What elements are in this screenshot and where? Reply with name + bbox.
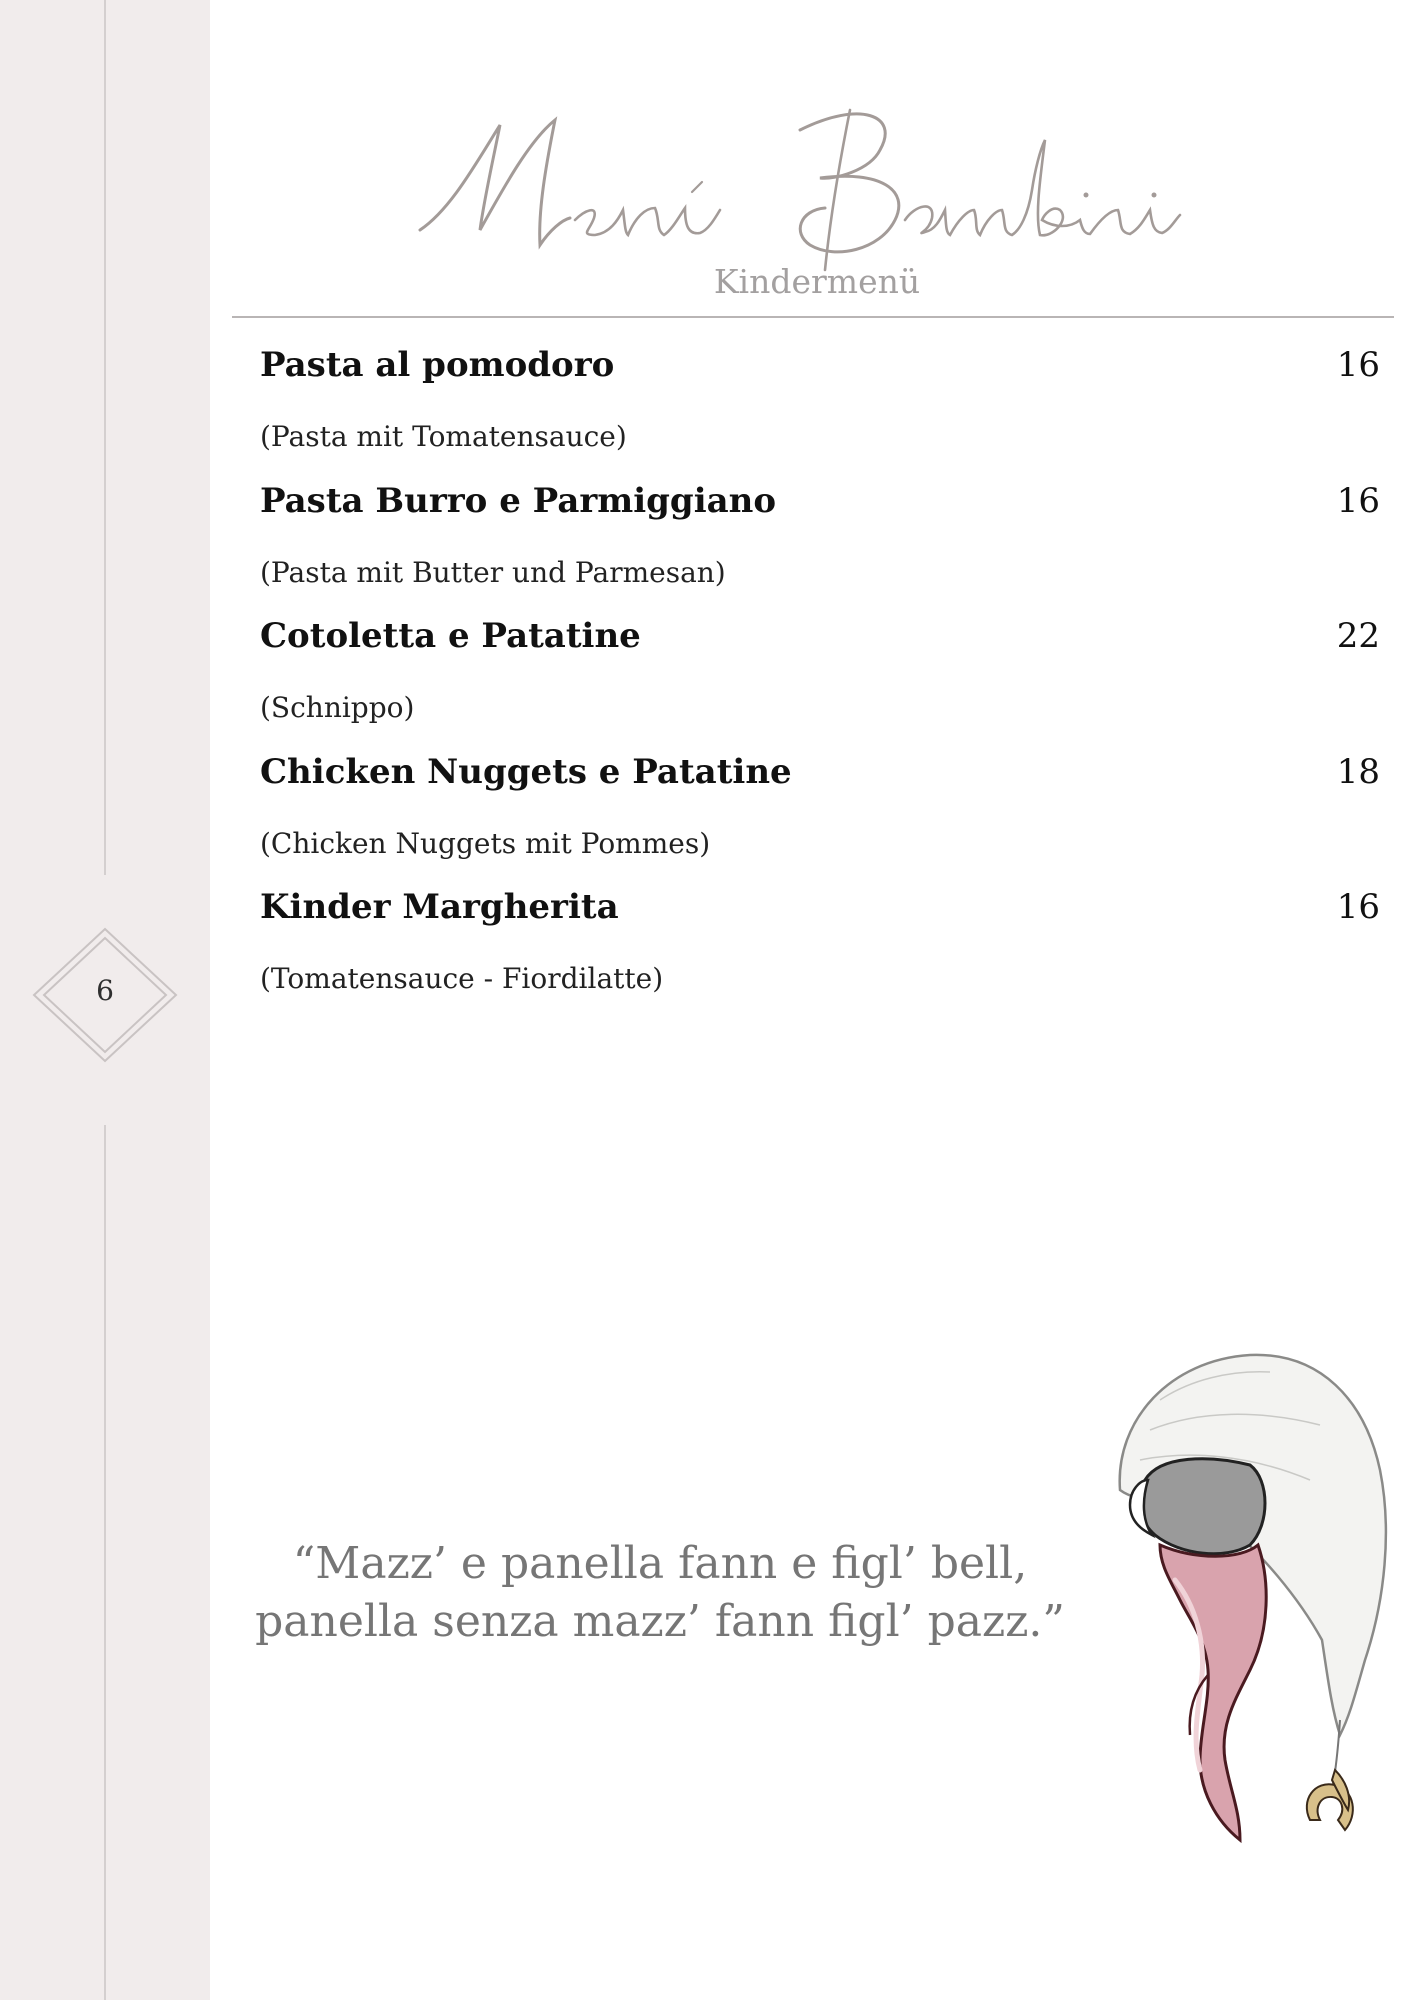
menu-item [260, 752, 1380, 888]
menu-item [260, 345, 1380, 481]
quote-line-1: “Mazz’ e panella fann e figl’ bell, [292, 1538, 1028, 1589]
menu-item-description: (Schnippo) [260, 691, 415, 724]
menu-item-name: Cotoletta e Patatine [260, 616, 641, 656]
sidebar [0, 0, 210, 2000]
menu-item-description: (Pasta mit Butter und Parmesan) [260, 555, 726, 589]
quote-line-2: panella senza mazz’ fann figl’ pazz.” [255, 1596, 1065, 1647]
page-number-wrap [0, 974, 210, 1014]
menu-item-description: (Pasta mit Tomatensauce) [260, 420, 627, 453]
menu-list [260, 345, 1380, 1023]
cornicello-horseshoe-charm-icon [1307, 1770, 1353, 1830]
menu-item [260, 887, 1380, 1023]
menu-item-price: 16 [1336, 887, 1380, 927]
menu-subtitle: Kindermenü [713, 262, 921, 301]
menu-item-name: Pasta al pomodoro [260, 345, 615, 385]
menu-item [260, 616, 1380, 752]
menu-item-name: Chicken Nuggets e Patatine [260, 751, 792, 792]
menu-item-price: 16 [1336, 480, 1380, 521]
sidebar-line-bottom [104, 1125, 106, 2000]
menu-item [260, 481, 1380, 617]
sidebar-line-top [104, 0, 106, 875]
menu-item-description: (Tomatensauce - Fiordilatte) [260, 962, 664, 995]
menu-item-price: 22 [1336, 616, 1380, 656]
page-number: 6 [96, 974, 114, 1007]
menu-item-price: 16 [1336, 345, 1380, 385]
menu-item-name: Pasta Burro e Parmiggiano [260, 480, 777, 521]
menu-item-name: Kinder Margherita [260, 887, 619, 927]
neapolitan-quote [250, 1535, 1070, 1651]
header-divider [232, 316, 1394, 318]
menu-title-script [380, 70, 1200, 280]
pulcinella-illustration [1100, 1340, 1400, 1870]
menu-item-description: (Chicken Nuggets mit Pommes) [260, 826, 711, 860]
menu-item-price: 18 [1336, 751, 1380, 792]
